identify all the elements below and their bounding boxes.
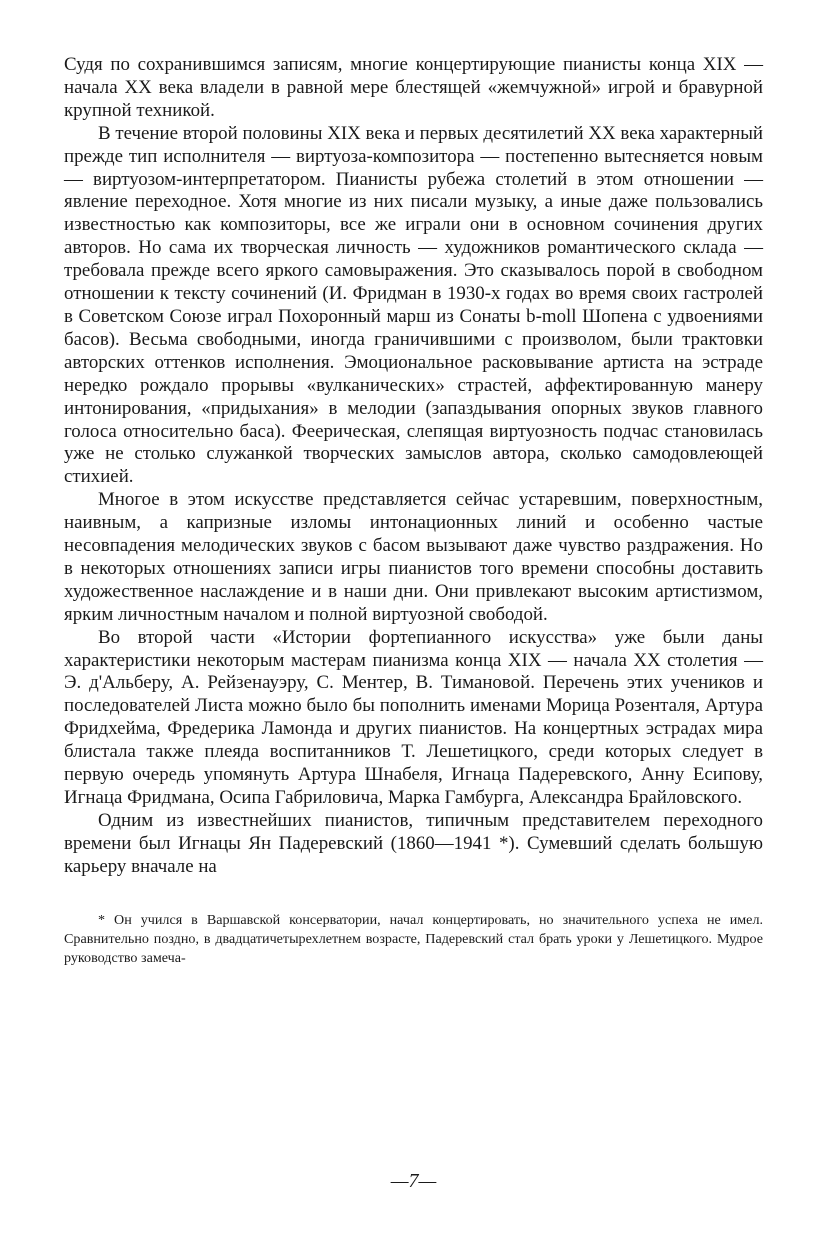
page-number: —7— [390, 1170, 437, 1192]
paragraph: Судя по сохранившимся записям, многие концертирующие пианисты конца XIX — начала XX века владели в равной мере блестящей «жемчужной» игрой и бравурной крупной техникой. [64, 54, 763, 121]
paragraph: Многое в этом искусстве представляется сейчас устаревшим, поверхностным, наивным, а капризные изломы интонационных линий и особенно частые несовпадения мелодических звуков с басом вызывают даже чувство раздражения. Но в некоторых отношениях записи игры пианистов того времени способны доставить художественное наслаждение и в наши дни. Они привлекают высоким артистизмом, ярким личностным началом и полной виртуозной свободой. [64, 489, 763, 625]
paragraph: Во второй части «Истории фортепианного искусства» уже были даны характеристики некоторым мастерам пианизма конца XIX — начала XX столетия — Э. д'Альберу, А. Рейзенауэру, С. Ментер, В. Тимановой. Перечень этих учеников и последователей Листа можно было бы пополнить именами Морица Розенталя, Артура Фридхейма, Фредерика Ламонда и других пианистов. На концертных эстрадах мира блистала также плеяда воспитанников Т. Лешетицкого, среди которых следует в первую очередь упомянуть Артура Шнабеля, Игнаца Падеревского, Анну Есипову, Игнаца Фридмана, Осипа Габриловича, Марка Гамбурга, Александра Брайловского. [64, 626, 763, 808]
document-page [64, 54, 763, 968]
body-text [64, 54, 763, 879]
paragraph: В течение второй половины XIX века и первых десятилетий XX века характерный прежде тип исполнителя — виртуоза-композитора — постепенно вытесняется новым — виртуозом-интерпретатором. Пианисты рубежа столетий в этом отношении — явление переходное. Хотя многие из них писали музыку, а иные даже пользовались известностью как композиторы, все же играли они в основном сочинения других авторов. Но сама их творческая личность — художников романтического склада — требовала прежде всего яркого самовыражения. Это сказывалось порой в свободном отношении к тексту сочинений (И. Фридман в 1930-х годах во время своих гастролей в Советском Союзе играл Похоронный марш из Сонаты b-moll Шопена с удвоениями басов). Весьма свободными, иногда граничившими с произволом, были трактовки авторских оттенков исполнения. Эмоциональное расковывание артиста на эстраде нередко рождало прорывы «вулканических» страстей, аффектированную манеру интонирования, «придыхания» в мелодии (запаздывания опорных звуков главного голоса относительно баса). Феерическая, слепящая виртуозность подчас становилась уже не столько служанкой творческих замыслов автора, сколько самодовлеющей стихией. [64, 122, 763, 488]
footnote: * Он учился в Варшавской консерватории, начал концертировать, но значительного успеха не имел. Сравнительно поздно, в двадцатичетырехлетнем возрасте, Падеревский стал брать уроки у Лешетицкого. Мудрое руководство замеча- [64, 911, 763, 967]
paragraph: Одним из известнейших пианистов, типичным представителем переходного времени был Игнацы Ян Падеревский (1860—1941 *). Сумевший сделать большую карьеру вначале на [64, 809, 763, 877]
